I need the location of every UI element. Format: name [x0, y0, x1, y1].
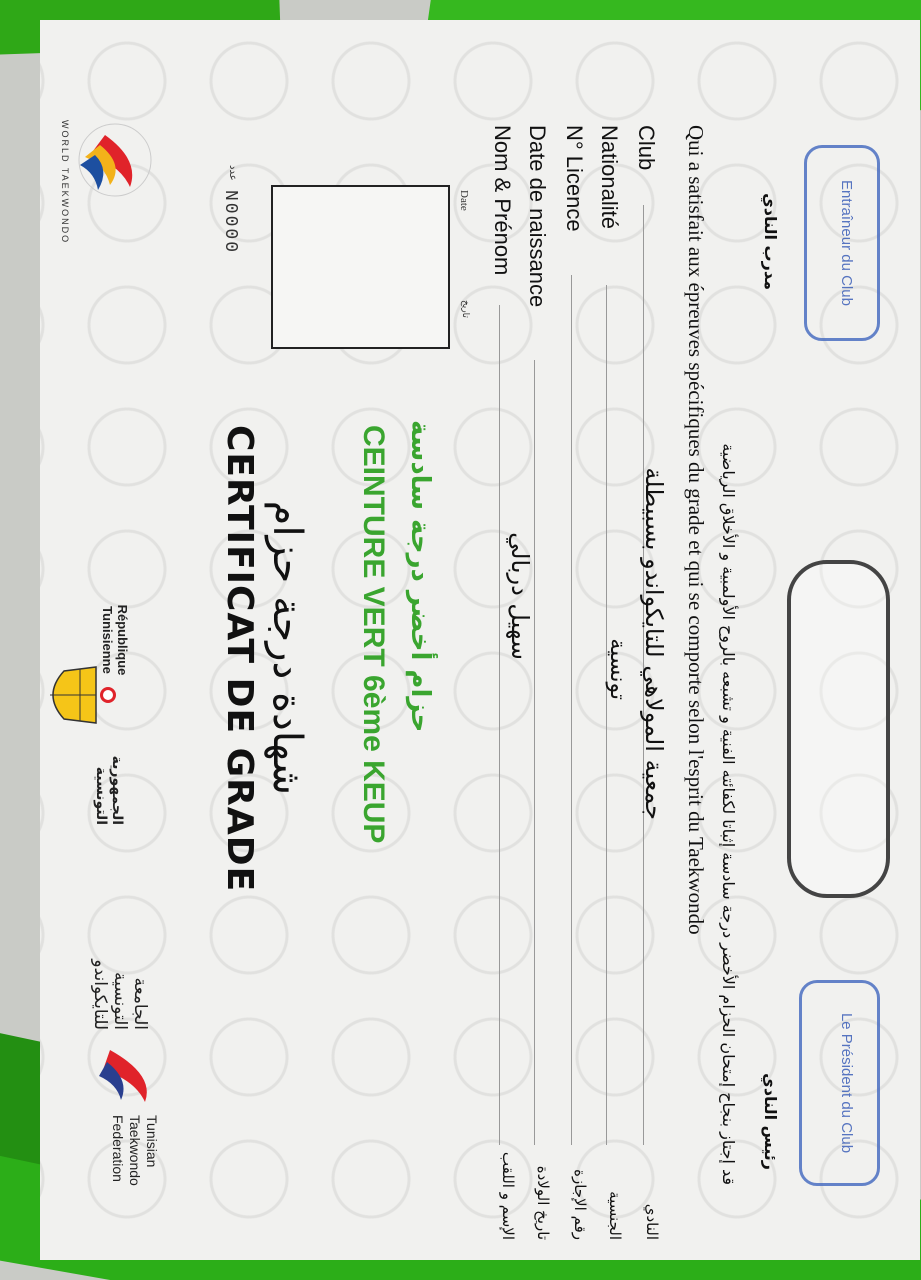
field-label-name-ar: الإسم و اللقب: [499, 1151, 517, 1240]
world-taekwondo-label: WORLD TAEKWONDO: [60, 120, 70, 245]
grade-ar: حزام أخضر درجة سادسة: [405, 420, 435, 733]
field-label-name: Nom & Prénom: [490, 125, 515, 276]
field-label-licence: N° Licence: [562, 125, 587, 232]
republic-label-fr: République Tunisienne: [100, 604, 130, 676]
field-label-nationality-ar: الجنسية: [606, 1191, 624, 1240]
coach-stamp: [804, 145, 880, 341]
federation-label-ar: الجامعة التونسية للتايكواندو: [90, 959, 150, 1030]
field-line-birthdate: [534, 360, 535, 1145]
certificate-number: N0000: [220, 190, 240, 255]
coach-signature-label-fr: Entraîneur du Club: [838, 180, 855, 306]
statement-ar: قد إجتاز بنجاح إمتحان الحزام الأخضر درجة سادسة إثباتا لكفائته الفنية و تشبعه بالروح الأولمبية و الأخلاق الرياضية: [719, 443, 738, 1185]
world-taekwondo-logo: [70, 115, 160, 205]
president-signature-label-fr: Le Président du Club: [838, 1012, 855, 1154]
field-label-club: Club: [634, 125, 659, 171]
federation-logo: [95, 1040, 165, 1110]
photo-date-label: Date: [458, 190, 470, 211]
field-label-licence-ar: رقم الإجازة: [571, 1169, 589, 1240]
field-line-name: [499, 305, 500, 1145]
field-label-birthdate-ar: تاريخ الولادة: [534, 1165, 552, 1240]
field-value-name: سهيل دربالي: [506, 532, 534, 660]
title-fr: CERTIFICAT DE GRADE: [219, 425, 260, 893]
title-ar: شهادة درجة حزام: [264, 500, 310, 795]
tunisia-coat-of-arms: [40, 655, 120, 735]
field-label-nationality: Nationalité: [597, 125, 622, 229]
republic-label-ar: الجمهورية التونسية: [93, 755, 125, 825]
certificate-number-ar-label: عدد: [227, 165, 238, 181]
field-label-club-ar: النادي: [643, 1203, 661, 1240]
field-line-licence: [571, 275, 572, 1145]
federation-label-en: Tunisian Taekwondo Federation: [110, 1115, 160, 1186]
photo-date-label-ar: تاريخ: [460, 300, 470, 318]
grade-fr: CEINTURE VERT 6ème KEUP: [357, 425, 390, 844]
field-line-nationality: [606, 285, 607, 1145]
president-signature-label-ar: رئيس النادي: [761, 1073, 780, 1170]
coach-signature-label-ar: مدرب النادي: [761, 193, 780, 290]
certificate-sheet: [40, 20, 920, 1260]
field-label-birthdate: Date de naissance: [525, 125, 550, 308]
statement-fr: Qui a satisfait aux épreuves spécifiques du grade et qui se comporte selon l'esprit du Taekwondo: [684, 125, 708, 935]
president-stamp: [799, 980, 880, 1186]
field-value-club: جمعية المولاهي للتايكواندو بسبيطلة: [640, 467, 668, 820]
federation-seal: [787, 560, 890, 898]
photo-box: [271, 185, 450, 349]
field-value-nationality: تونسية: [605, 638, 630, 700]
